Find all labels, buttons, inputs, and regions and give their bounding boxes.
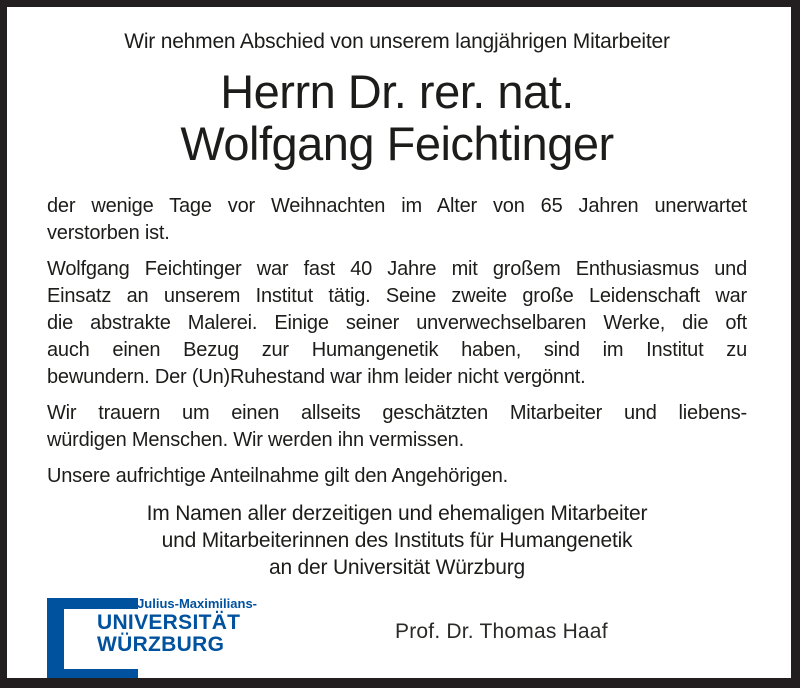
deceased-title-line2: Wolfgang Feichtinger [180,117,614,170]
university-wuerzburg-logo [47,596,262,682]
closing-block [47,500,747,581]
footer-row [47,596,747,682]
text-line: würdigen Menschen. Wir werden ihn vermissen. [47,429,464,451]
signature-name: Prof. Dr. Thomas Haaf [395,620,608,643]
body-text [47,193,747,490]
logo-line-wuerzburg: WÜRZBURG [97,633,225,656]
deceased-title-line1: Herrn Dr. rer. nat. [220,65,574,118]
text-line: der wenige Tage vor Weihnachten im Alter von 65 Jahren unerwartet [47,195,747,217]
text-line: die abstrakte Malerei. Einige seiner unverwechselbaren Werke, die oft [47,312,747,334]
text-line: verstorben ist. [47,222,170,244]
paragraph-biography [47,256,747,391]
closing-line: und Mitarbeiterinnen des Instituts für Humangenetik [161,529,633,552]
text-line: auch einen Bezug zur Humangenetik haben, sind im Institut zu [47,339,747,361]
paragraph-mourning [47,400,747,454]
logo-line-julius-maximilians: Julius-Maximilians- [137,596,257,611]
text-line: Wolfgang Feichtinger war fast 40 Jahre mit großem Enthusiasmus und [47,258,747,280]
university-logo-text [97,597,257,655]
paragraph-condolence [47,463,747,490]
text-line: bewundern. Der (Un)Ruhestand war ihm leider nicht vergönnt. [47,366,586,388]
text-line: Unsere aufrichtige Anteilnahme gilt den Angehörigen. [47,465,509,487]
logo-line-universitaet: UNIVERSITÄT [97,611,241,634]
deceased-name-title [47,66,747,170]
paragraph-death-note [47,193,747,247]
closing-line: an der Universität Würzburg [268,556,526,579]
closing-line: Im Namen aller derzeitigen und ehemaligen Mitarbeiter [146,502,648,525]
intro-line: Wir nehmen Abschied von unserem langjährigen Mitarbeiter [124,30,670,53]
text-line: Wir trauern um einen allseits geschätzten Mitarbeiter und liebens- [47,402,747,424]
notice-content [7,30,791,688]
text-line: Einsatz an unserem Institut tätig. Seine zweite große Leidenschaft war [47,285,747,307]
